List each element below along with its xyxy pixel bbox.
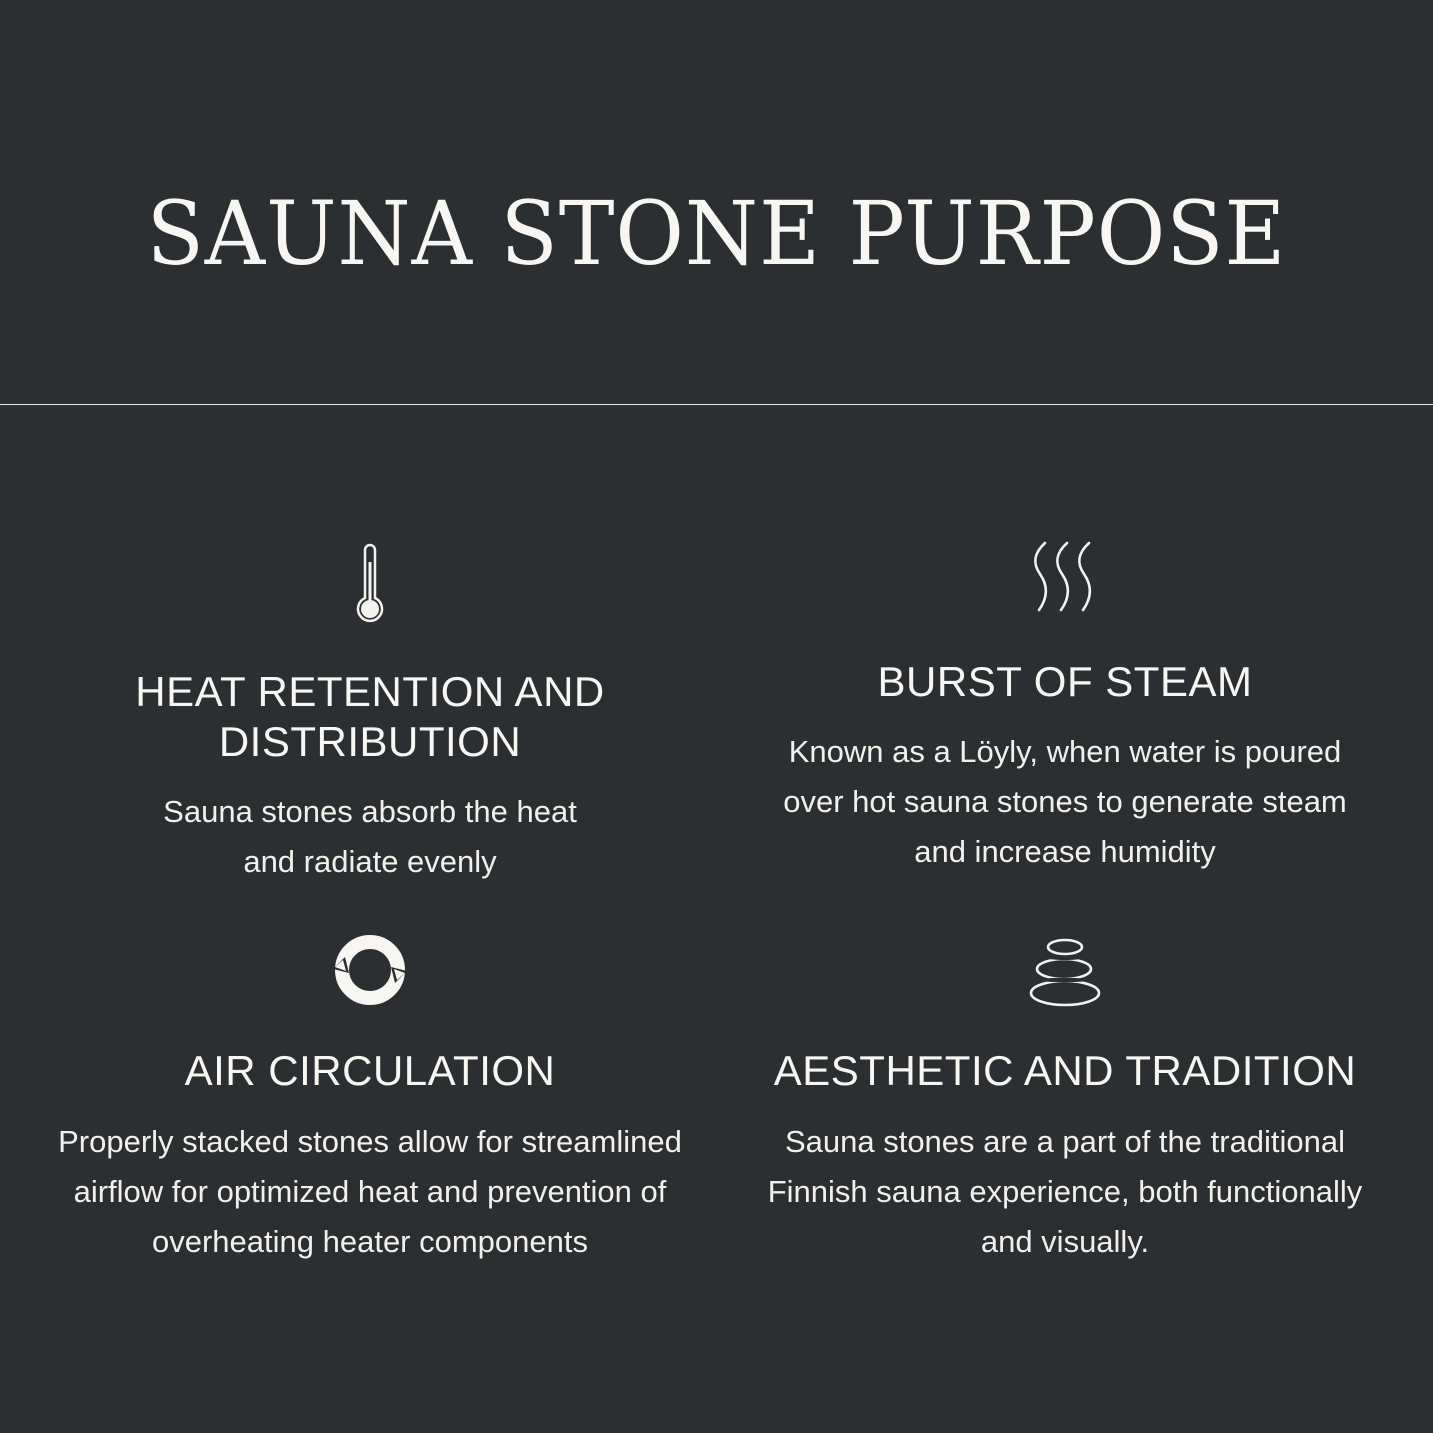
feature-desc-line: Properly stacked stones allow for streamlined <box>58 1124 682 1159</box>
feature-aesthetic-tradition <box>750 925 1380 1285</box>
feature-desc-line: airflow for optimized heat and prevention of <box>73 1174 667 1209</box>
feature-heat-retention <box>70 530 670 890</box>
feature-desc-line: and visually. <box>980 1224 1150 1259</box>
feature-title-line: HEAT RETENTION AND <box>135 668 605 715</box>
page-title: SAUNA STONE PURPOSE <box>146 182 1287 285</box>
feature-desc-line: Sauna stones are a part of the traditional <box>784 1124 1346 1159</box>
thermometer-icon <box>350 540 390 624</box>
feature-description <box>750 727 1380 877</box>
circulation-icon <box>329 929 411 1011</box>
feature-desc-line: and increase humidity <box>914 834 1216 869</box>
feature-description <box>70 787 670 887</box>
feature-title-line: DISTRIBUTION <box>218 718 522 765</box>
feature-title: BURST OF STEAM <box>877 658 1253 705</box>
feature-desc-line: over hot sauna stones to generate steam <box>783 784 1347 819</box>
stacked-stones-icon <box>1027 929 1103 1011</box>
feature-desc-line: and radiate evenly <box>243 844 497 879</box>
feature-desc-line: overheating heater components <box>151 1224 588 1259</box>
feature-title: AIR CIRCULATION <box>184 1047 556 1094</box>
feature-desc-line: Finnish sauna experience, both functionally <box>767 1174 1363 1209</box>
feature-title: AESTHETIC AND TRADITION <box>773 1047 1357 1094</box>
feature-desc-line: Known as a Löyly, when water is poured <box>788 734 1342 769</box>
feature-title <box>70 667 670 767</box>
feature-description <box>40 1117 700 1267</box>
steam-icon <box>1027 540 1103 616</box>
feature-desc-line: Sauna stones absorb the heat <box>163 794 577 829</box>
header-divider <box>0 404 1433 405</box>
feature-description <box>750 1117 1380 1267</box>
feature-air-circulation <box>40 925 700 1285</box>
feature-burst-of-steam <box>750 530 1380 890</box>
